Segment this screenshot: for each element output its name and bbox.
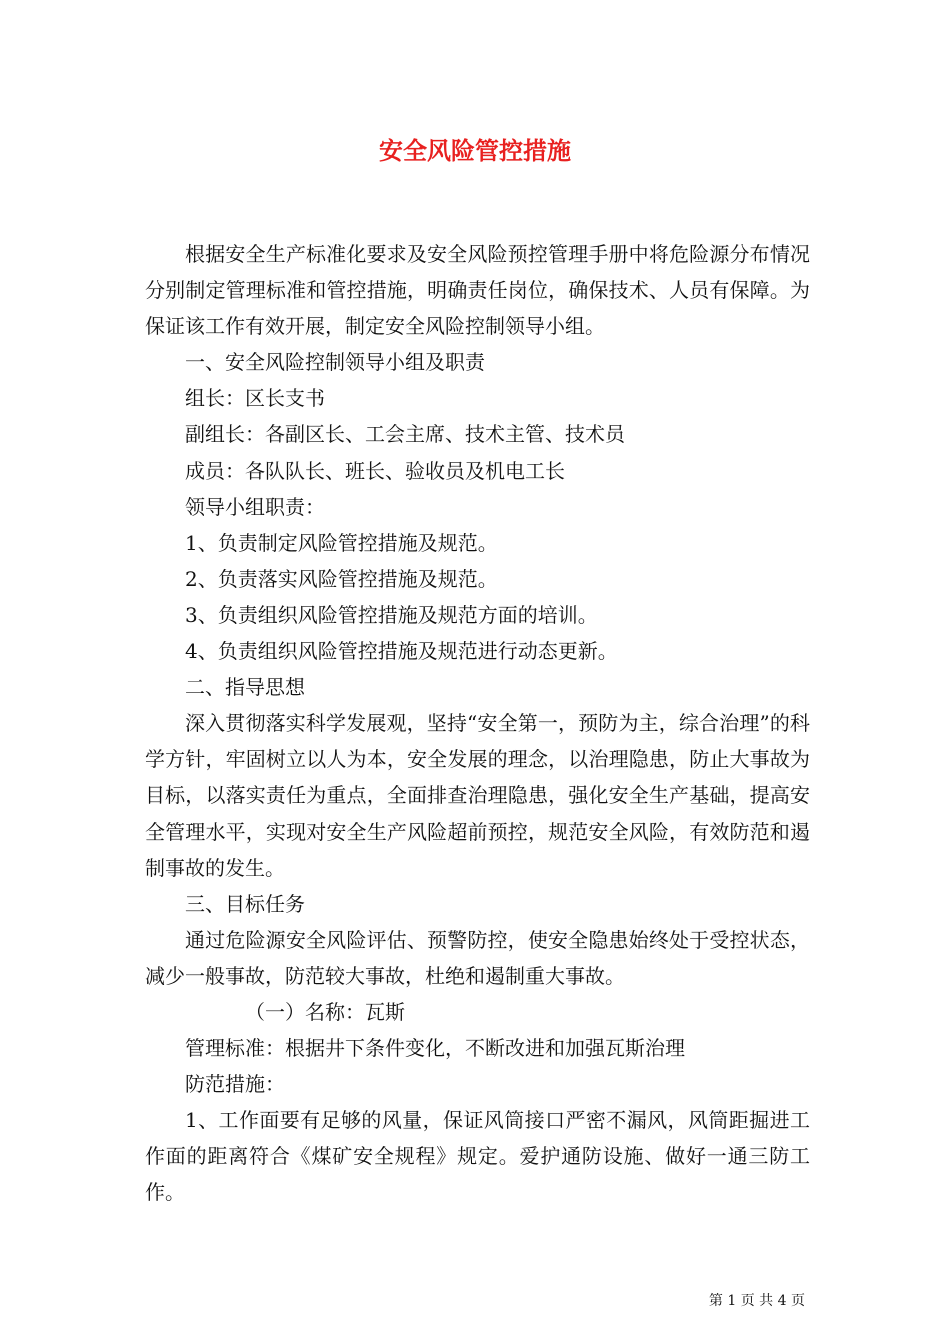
prevention-item: 1、工作面要有足够的风量，保证风筒接口严密不漏风，风筒距掘进工作面的距离符合《煤矿安全规程》规定。爱护通防设施、做好一通三防工作。 bbox=[145, 1108, 810, 1205]
section-heading-goals: 三、目标任务 bbox=[185, 891, 305, 916]
members-line: 成员：各队队长、班长、验收员及机电工长 bbox=[185, 458, 565, 483]
duty-item: 2、负责落实风险管控措施及规范。 bbox=[185, 566, 498, 591]
leader-line: 组长：区长支书 bbox=[185, 386, 325, 411]
intro-paragraph: 根据安全生产标准化要求及安全风险预控管理手册中将危险源分布情况分别制定管理标准和管控措施，明确责任岗位，确保技术、人员有保障。为保证该工作有效开展，制定安全风险控制领导小组。 bbox=[145, 242, 810, 339]
section-heading-leadership: 一、安全风险控制领导小组及职责 bbox=[185, 350, 485, 375]
duty-item: 1、负责制定风险管控措施及规范。 bbox=[185, 530, 498, 555]
goals-paragraph: 通过危险源安全风险评估、预警防控，使安全隐患始终处于受控状态，减少一般事故，防范较大事故，杜绝和遏制重大事故。 bbox=[145, 927, 810, 988]
guiding-paragraph: 深入贯彻落实科学发展观，坚持“安全第一，预防为主，综合治理”的科学方针，牢固树立以人为本，安全发展的理念，以治理隐患，防止大事故为目标，以落实责任为重点，全面排查治理隐患，强化安全生产基础，提高安全管理水平，实现对安全生产风险超前预控，规范安全风险，有效防范和遏制事故的发生。 bbox=[145, 711, 810, 880]
document-body bbox=[145, 236, 810, 1211]
section-heading-guiding: 二、指导思想 bbox=[185, 675, 305, 700]
document-title: 安全风险管控措施 bbox=[379, 136, 571, 165]
duty-item: 3、负责组织风险管控措施及规范方面的培训。 bbox=[185, 602, 598, 627]
deputy-leader-line: 副组长：各副区长、工会主席、技术主管、技术员 bbox=[185, 422, 625, 447]
duties-heading: 领导小组职责： bbox=[185, 494, 325, 519]
duty-item: 4、负责组织风险管控措施及规范进行动态更新。 bbox=[185, 639, 618, 664]
page-number: 第 1 页 共 4 页 bbox=[708, 1293, 805, 1309]
subsection-name: （一）名称：瓦斯 bbox=[245, 999, 405, 1024]
management-standard-line: 管理标准：根据井下条件变化，不断改进和加强瓦斯治理 bbox=[185, 1036, 685, 1061]
prevention-heading: 防范措施： bbox=[185, 1072, 285, 1097]
